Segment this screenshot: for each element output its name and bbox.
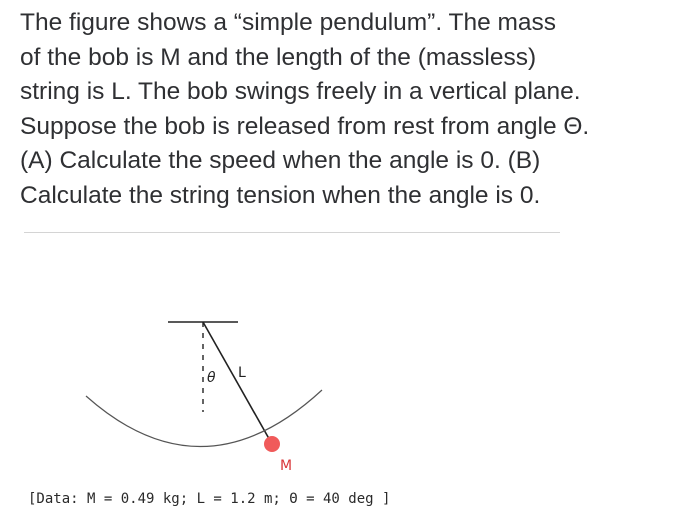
- length-label: L: [238, 365, 246, 381]
- question-line: Calculate the string tension when the angle is 0.: [20, 181, 541, 209]
- mass-label: M: [280, 458, 293, 474]
- question-line: of the bob is M and the length of the (massless): [20, 43, 537, 71]
- question-line: Suppose the bob is released from rest from angle Θ.: [20, 112, 590, 140]
- data-values: [Data: M = 0.49 kg; L = 1.2 m; Θ = 40 deg ]: [28, 491, 391, 507]
- question-line: string is L. The bob swings freely in a vertical plane.: [20, 78, 581, 105]
- pendulum-bob: [264, 436, 280, 452]
- question-line: (A) Calculate the speed when the angle is 0. (B): [20, 147, 541, 174]
- swing-arc: [86, 390, 322, 447]
- angle-label: θ: [207, 370, 216, 386]
- question-line: The figure shows a “simple pendulum”. The mass: [20, 9, 557, 36]
